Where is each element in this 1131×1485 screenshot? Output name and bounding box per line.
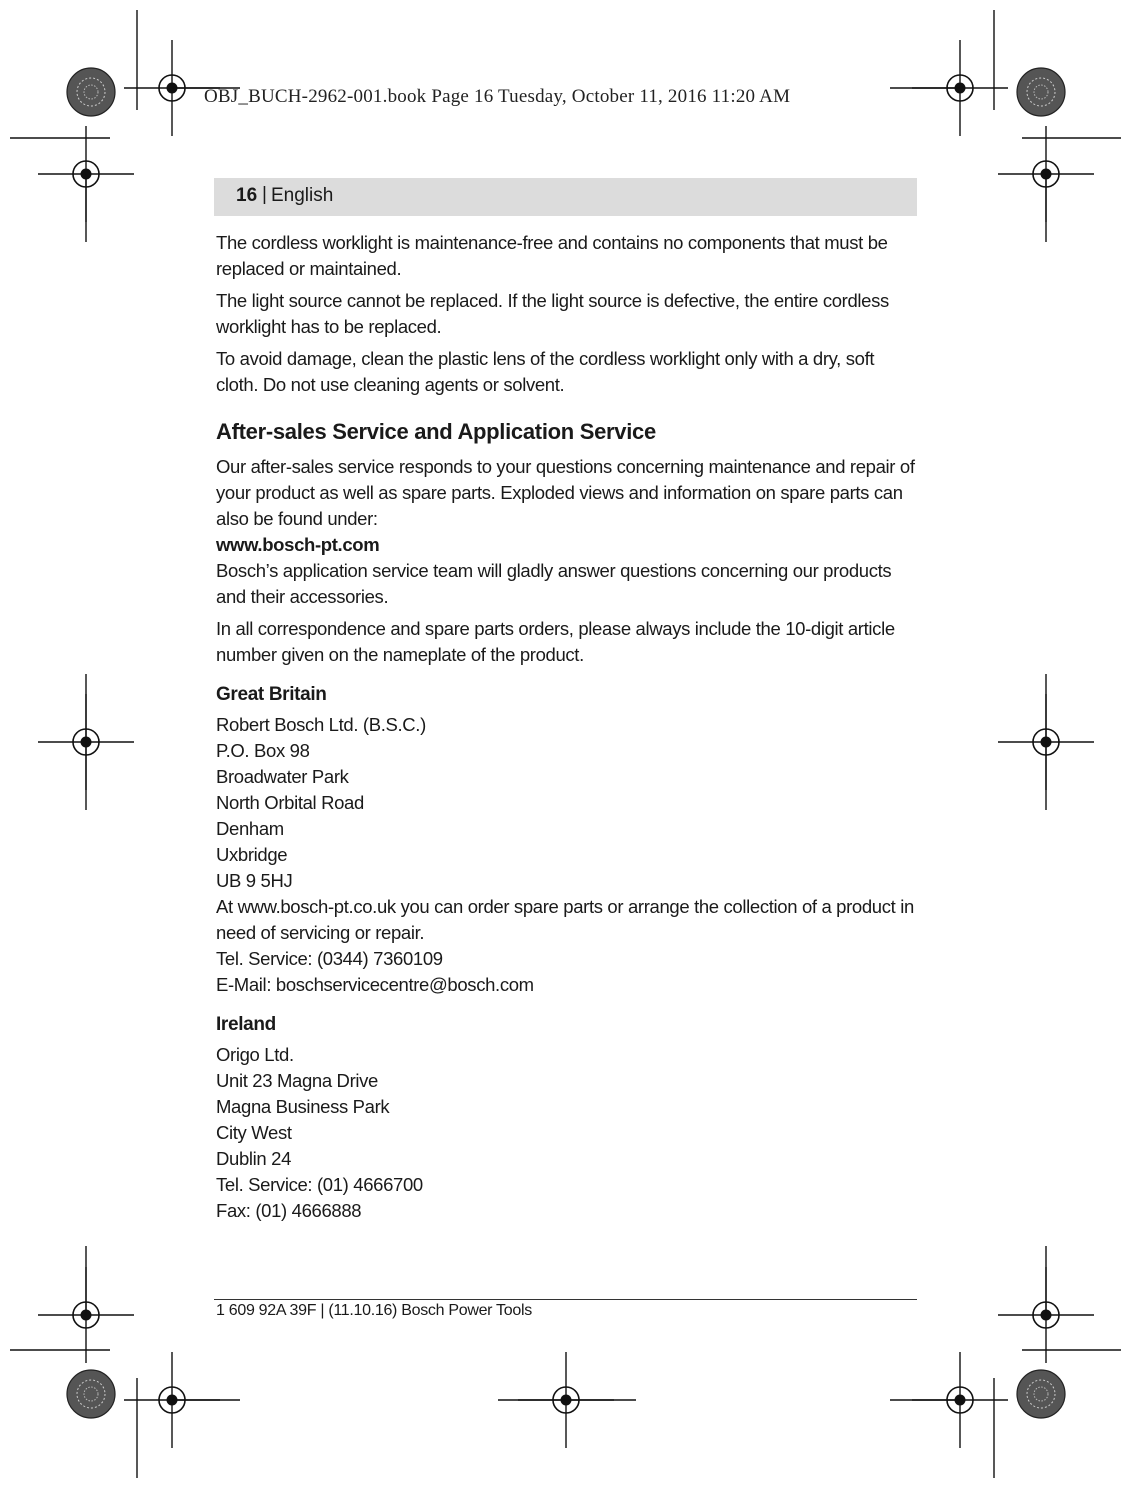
page-header-bar <box>214 178 917 216</box>
address-line: Origo Ltd. <box>216 1044 294 1065</box>
address-line: Dublin 24 <box>216 1148 292 1169</box>
gb-email[interactable]: E-Mail: boschservicecentre@bosch.com <box>216 974 534 995</box>
page-footer: 1 609 92A 39F | (11.10.16) Bosch Power Tools <box>216 1302 532 1319</box>
footer-rule <box>214 1299 917 1300</box>
address-line: Magna Business Park <box>216 1096 390 1117</box>
address-line: P.O. Box 98 <box>216 740 310 761</box>
header-language: English <box>271 185 334 206</box>
address-line: City West <box>216 1122 292 1143</box>
address-line: Broadwater Park <box>216 766 349 787</box>
gb-order-text: At www.bosch-pt.co.uk you can order spare parts or arrange the collection of a product in need of servicing or repair. <box>216 896 914 943</box>
address-line: Robert Bosch Ltd. (B.S.C.) <box>216 714 426 735</box>
header-separator: | <box>262 184 267 205</box>
service-heading: After-sales Service and Application Service <box>216 419 656 444</box>
spare-parts-orders-text: In all correspondence and spare parts orders, please always include the 10-digit article number given on the nameplate of the product. <box>216 618 895 665</box>
bosch-website-link[interactable]: www.bosch-pt.com <box>216 534 380 555</box>
page-body <box>216 230 918 1224</box>
ireland-heading: Ireland <box>216 1014 276 1035</box>
address-line: Unit 23 Magna Drive <box>216 1070 378 1091</box>
page-number: 16 <box>236 185 258 206</box>
maintenance-paragraph: The cordless worklight is maintenance-free and contains no components that must be replaced or maintained. <box>216 232 888 279</box>
ireland-fax: Fax: (01) 4666888 <box>216 1200 362 1221</box>
maintenance-paragraph: The light source cannot be replaced. If the light source is defective, the entire cordless worklight has to be replaced. <box>216 290 889 337</box>
application-service-text: Bosch’s application service team will gladly answer questions concerning our products and their accessories. <box>216 560 892 607</box>
print-slug-line: OBJ_BUCH-2962-001.book Page 16 Tuesday, October 11, 2016 11:20 AM <box>204 86 791 107</box>
address-line: Uxbridge <box>216 844 288 865</box>
ireland-telephone: Tel. Service: (01) 4666700 <box>216 1174 423 1195</box>
gb-telephone: Tel. Service: (0344) 7360109 <box>216 948 443 969</box>
great-britain-heading: Great Britain <box>216 684 327 705</box>
address-line: Denham <box>216 818 284 839</box>
address-line: UB 9 5HJ <box>216 870 293 891</box>
maintenance-paragraph: To avoid damage, clean the plastic lens of the cordless worklight only with a dry, soft cloth. Do not use cleaning agents or solvent. <box>216 348 875 395</box>
address-line: North Orbital Road <box>216 792 364 813</box>
service-intro: Our after-sales service responds to your questions concerning maintenance and repair of your product as well as spare parts. Exploded views and information on spare parts can also be found under: <box>216 456 915 529</box>
great-britain-address <box>216 712 918 998</box>
ireland-address <box>216 1042 918 1224</box>
